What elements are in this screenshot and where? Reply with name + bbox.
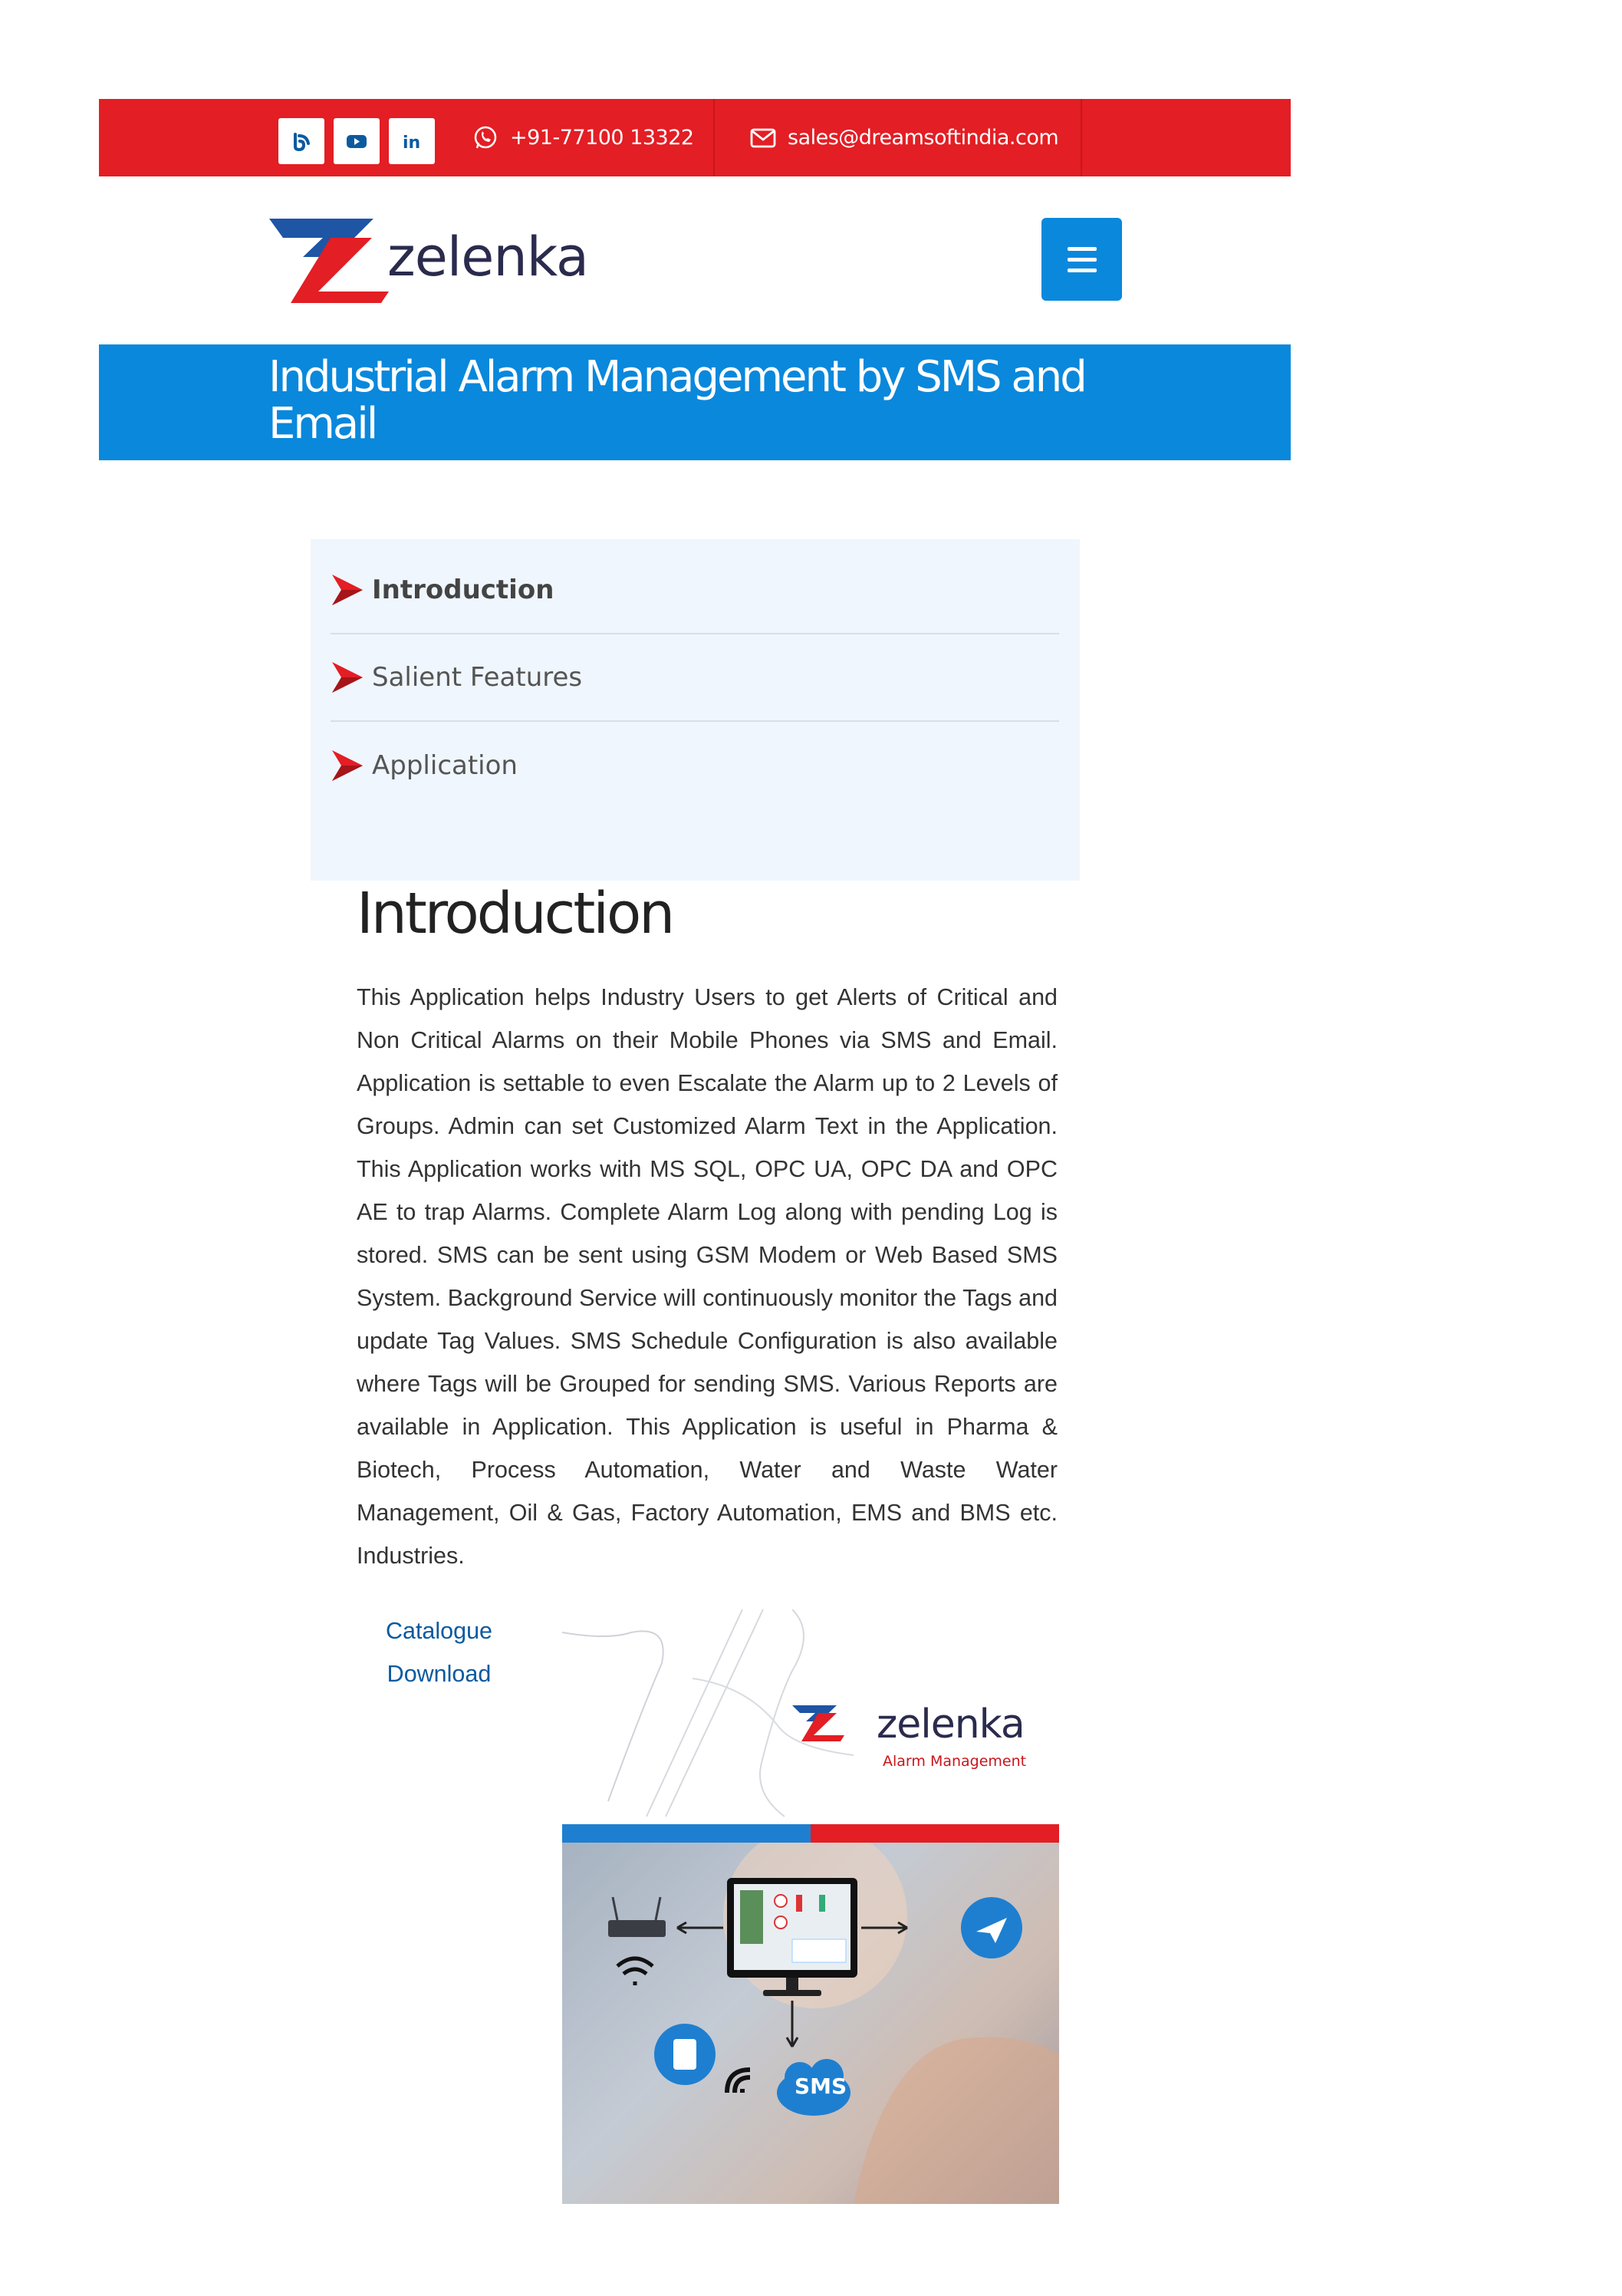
chevron-right-icon <box>331 747 364 784</box>
chevron-right-icon <box>331 659 364 696</box>
toc-item-label: Introduction <box>372 575 554 605</box>
page-title-band <box>99 344 1291 460</box>
top-contact-bar <box>99 99 1291 176</box>
table-of-contents <box>311 539 1080 881</box>
site-logo[interactable] <box>266 215 604 303</box>
hamburger-icon-line <box>1068 268 1097 272</box>
phone-number: +91-77100 13322 <box>510 126 694 150</box>
section-heading-introduction: Introduction <box>357 881 673 947</box>
catalogue-brand: zelenka <box>877 1701 1025 1748</box>
chevron-right-icon <box>331 572 364 608</box>
catalogue-photo <box>562 1824 1059 2204</box>
blog-link[interactable] <box>278 118 324 164</box>
catalogue-download-link[interactable]: Catalogue Download <box>385 1618 493 1687</box>
logo-wordmark: zelenka <box>387 226 588 288</box>
catalogue-cover-image[interactable] <box>562 1609 1059 2204</box>
page-title: Industrial Alarm Management by SMS and Email <box>268 352 1085 449</box>
catalogue-illustration <box>562 1824 1059 2204</box>
email-address: sales@dreamsoftindia.com <box>788 126 1059 150</box>
email-link[interactable] <box>749 99 1058 176</box>
toc-item-label: Salient Features <box>372 662 583 693</box>
introduction-paragraph: This Application helps Industry Users to get Alerts of Critical and Non Critical Alarms on their Mobile Phones via SMS and Email. Application is settable to even Escalate the Alarm up to 2 Levels of Groups. Admin can set Customized Alarm Text in the Application. This Application works with MS SQL, OPC UA, OPC DA and OPC AE to trap Alarms. Complete Alarm Log along with pending Log is stored. SMS can be sent using GSM Modem or Web Based SMS System. Background Service will continuously monitor the Tags and update Tag Values. SMS Schedule Configuration is also available where Tags will be Grouped for sending SMS. Various Reports are available in Application. This Application is useful in Pharma & Biotech, Process Automation, Water and Waste Water Management, Oil & Gas, Factory Automation, EMS and BMS etc. Industries. <box>357 984 1058 1569</box>
youtube-icon <box>344 128 370 154</box>
divider <box>1081 99 1082 176</box>
hamburger-icon <box>1068 247 1097 251</box>
linkedin-icon <box>399 128 425 154</box>
linkedin-link[interactable] <box>389 118 435 164</box>
whatsapp-icon <box>472 124 499 152</box>
hamburger-icon-line <box>1068 258 1097 262</box>
toc-item-label: Application <box>372 750 518 781</box>
sms-badge: SMS <box>795 2074 847 2099</box>
toc-item-introduction[interactable] <box>331 547 1059 634</box>
envelope-icon <box>749 124 777 152</box>
svg-text:in: in <box>403 133 421 153</box>
toc-item-application[interactable] <box>331 722 1059 809</box>
catalogue-color-bar <box>562 1824 1059 1843</box>
zelenka-logo-mark <box>266 215 389 303</box>
toc-item-salient-features[interactable] <box>331 634 1059 722</box>
youtube-link[interactable] <box>334 118 380 164</box>
divider <box>713 99 715 176</box>
blog-icon <box>288 128 314 154</box>
catalogue-tagline: Alarm Management <box>883 1753 1027 1770</box>
phone-link[interactable] <box>472 99 694 176</box>
menu-toggle-button[interactable] <box>1041 218 1122 301</box>
